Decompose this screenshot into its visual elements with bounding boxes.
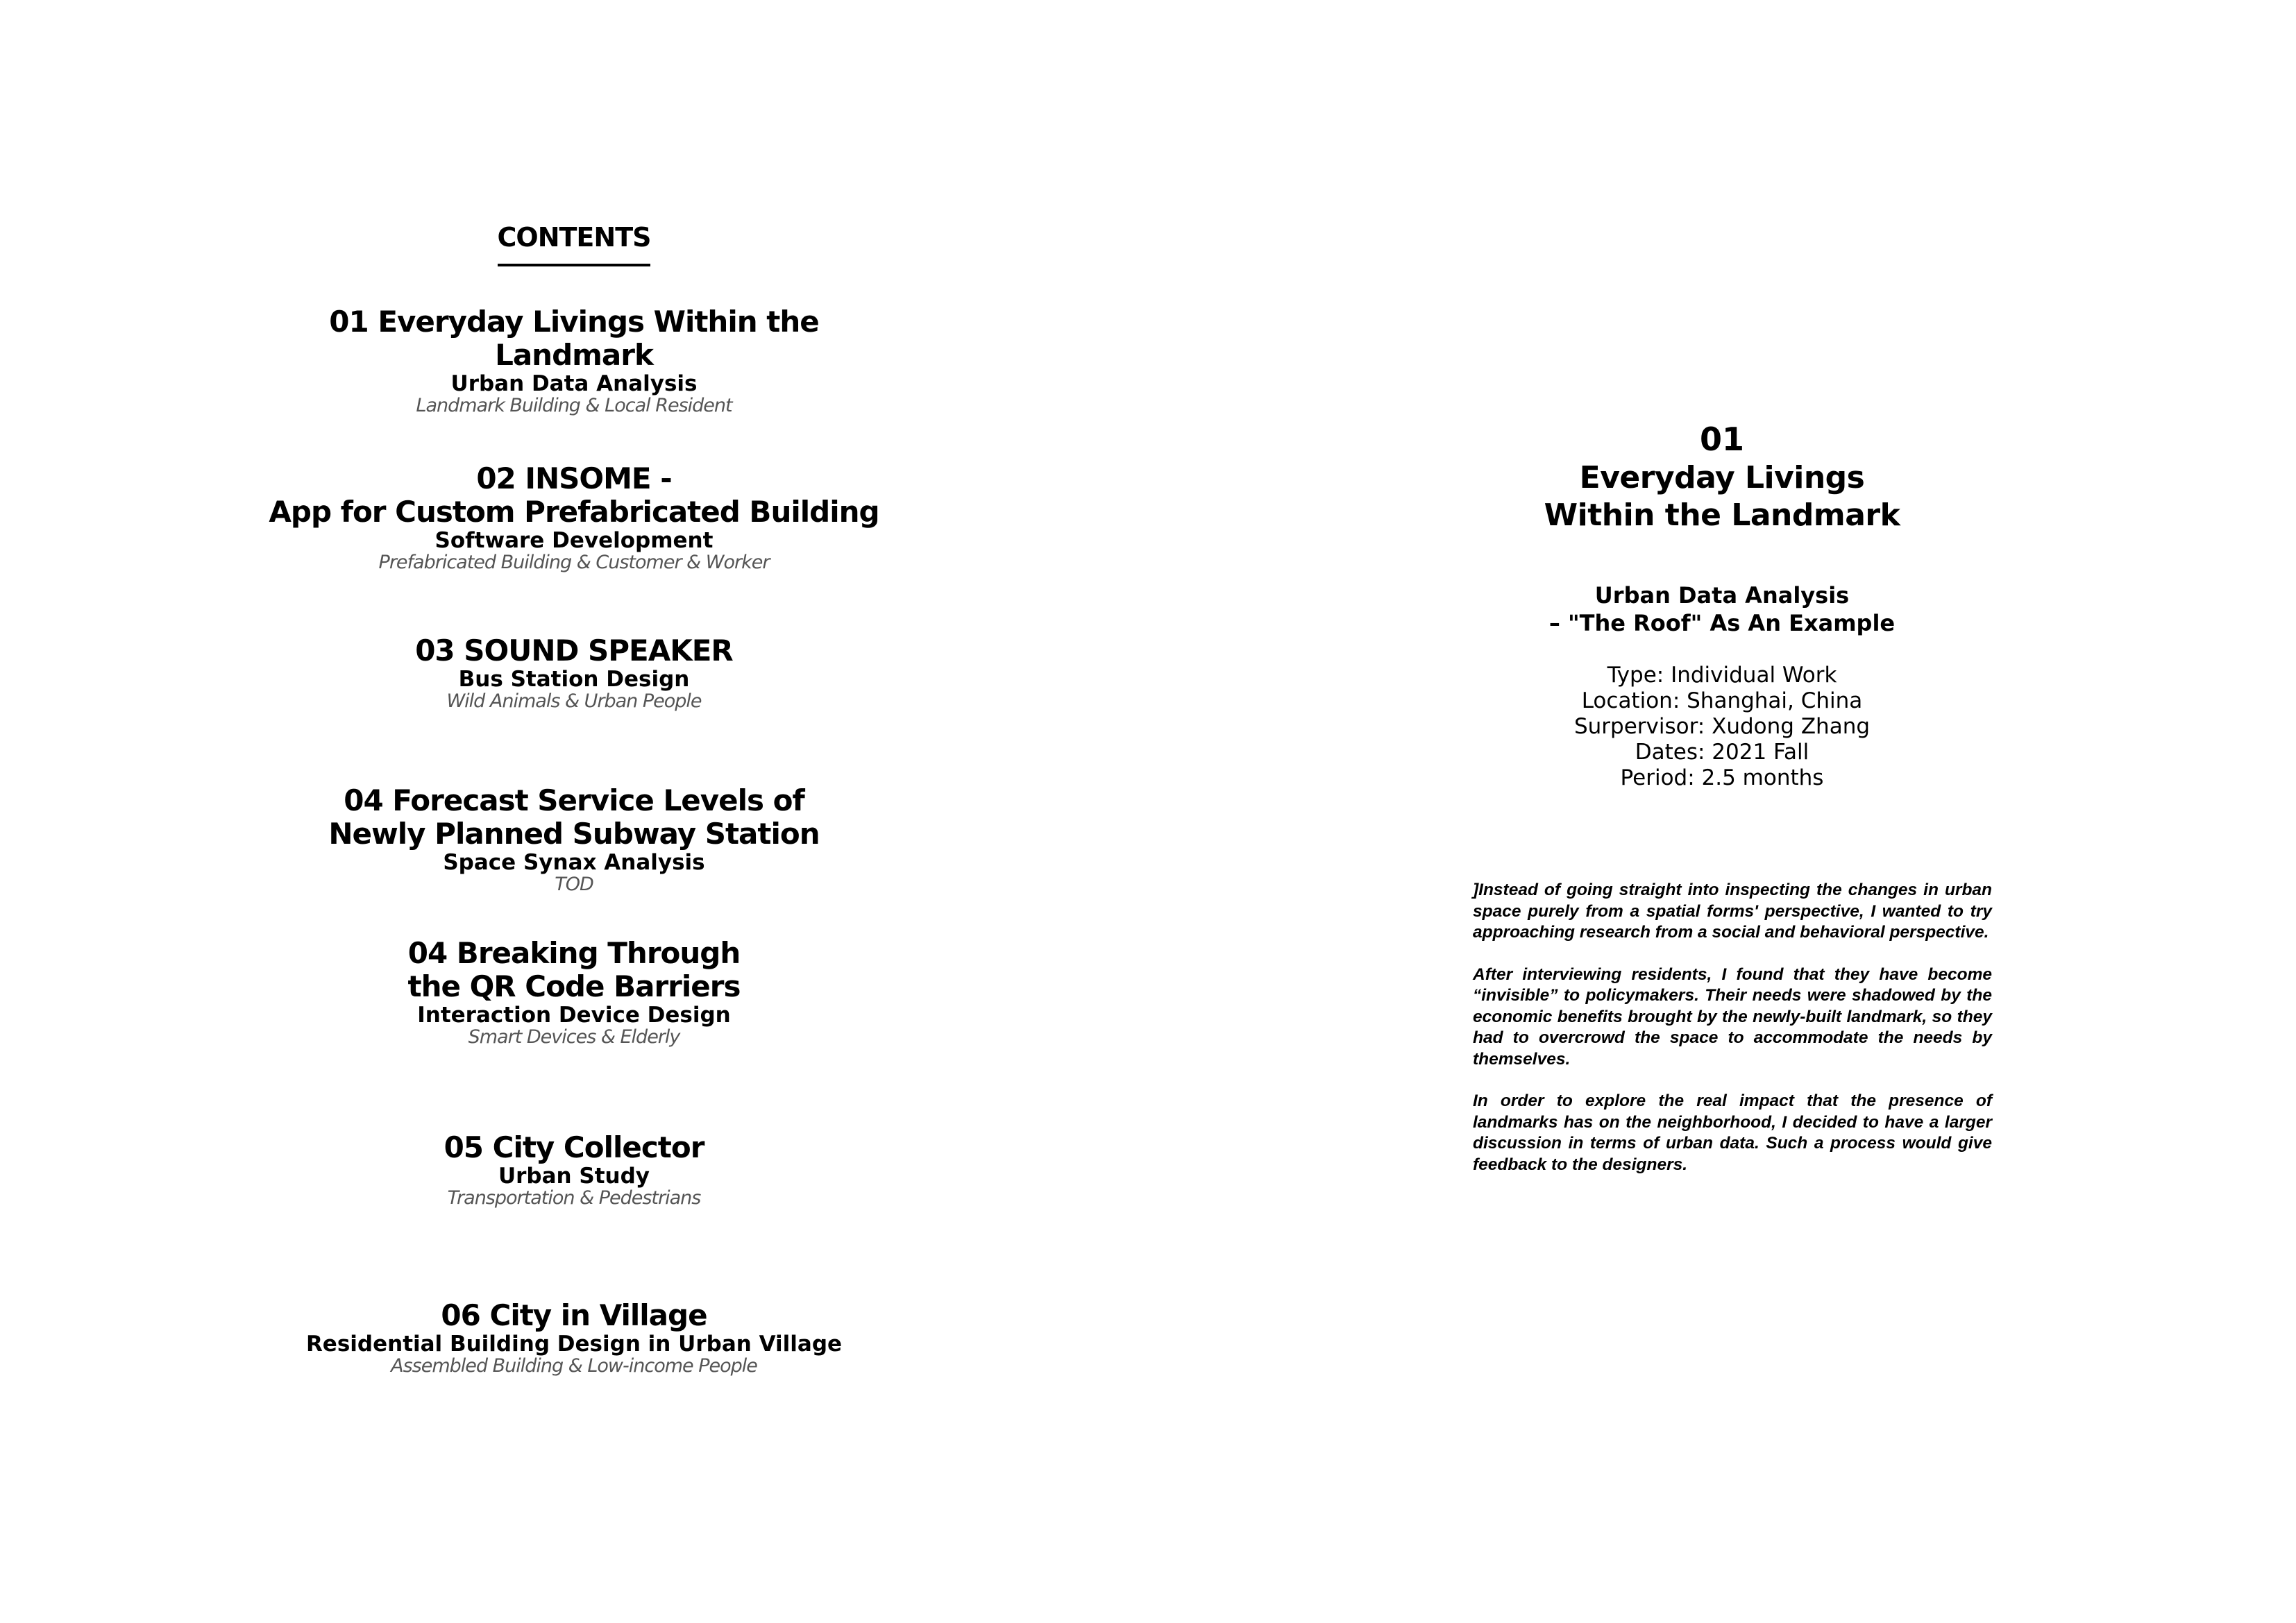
entry-description: Landmark Building & Local Resident [416,395,732,416]
contents-heading: CONTENTS [498,221,651,266]
entry-title: 01 Everyday Livings Within the Landmark [329,305,819,372]
project-title: Everyday Livings Within the Landmark [1544,460,1900,533]
entry-subtitle: Urban Data Analysis [450,371,698,396]
description-paragraph: In order to explore the real impact that the presence of landmarks has on the neighborhood, I decided to have a larger discussion in terms of urban data. Such a process would give feedback to the designers. [1473,1091,1992,1174]
entry-description: Transportation & Pedestrians [447,1187,701,1209]
entry-title: 03 SOUND SPEAKER [415,634,733,668]
entry-description: Smart Devices & Elderly [468,1026,680,1048]
entry-title: 02 INSOME - App for Custom Prefabricated Building [269,461,879,529]
entry-subtitle: Software Development [434,528,714,553]
entry-title: 04 Breaking Through the QR Code Barriers [407,936,741,1003]
contents-entry-4[interactable] [0,784,1148,895]
entry-subtitle: Residential Building Design in Urban Village [305,1332,843,1357]
contents-heading-wrap [0,221,1148,266]
meta-period: Period: 2.5 months [1620,765,1824,790]
contents-entry-2[interactable] [0,462,1148,573]
entry-description: Assembled Building & Low-income People [391,1355,757,1377]
contents-entry-5[interactable] [0,937,1148,1048]
entry-title: 04 Forecast Service Levels of Newly Planned Subway Station [328,783,820,851]
entry-subtitle: Bus Station Design [458,667,690,692]
description-paragraph: After interviewing residents, I found that they have become “invisible” to policymakers. Their needs were shadowed by the economic benefits brought by the newly-built landmark, so they had to overcrowd the space to accommodate the needs by themselves. [1473,965,1992,1069]
project-meta [1148,663,2296,791]
meta-supervisor: Surpervisor: Xudong Zhang [1573,714,1871,739]
contents-entry-3[interactable] [0,634,1148,712]
entry-description: Prefabricated Building & Customer & Worker [378,552,770,573]
entry-title: 05 City Collector [444,1130,704,1164]
meta-dates: Dates: 2021 Fall [1635,740,1809,765]
description-paragraph: ]Instead of going straight into inspecting the changes in urban space purely from a spatial forms' perspective, I wanted to try approaching research from a social and behavioral perspective. [1473,881,1992,942]
project-subtitle: Urban Data Analysis – "The Roof" As An Example [1548,582,1896,636]
entry-description: TOD [555,874,593,895]
meta-location: Location: Shanghai, China [1581,688,1863,713]
contents-entry-1[interactable] [0,305,1148,416]
entry-title: 06 City in Village [441,1298,707,1332]
entry-subtitle: Urban Study [498,1164,650,1189]
entry-description: Wild Animals & Urban People [446,690,702,712]
meta-type: Type: Individual Work [1607,663,1837,688]
project-page [1148,0,2296,1623]
project-number: 01 [1699,420,1744,458]
project-description [1473,880,1992,1196]
entry-subtitle: Space Synax Analysis [443,850,705,875]
contents-entry-7[interactable] [0,1299,1148,1377]
entry-subtitle: Interaction Device Design [417,1003,731,1028]
contents-entry-6[interactable] [0,1131,1148,1209]
